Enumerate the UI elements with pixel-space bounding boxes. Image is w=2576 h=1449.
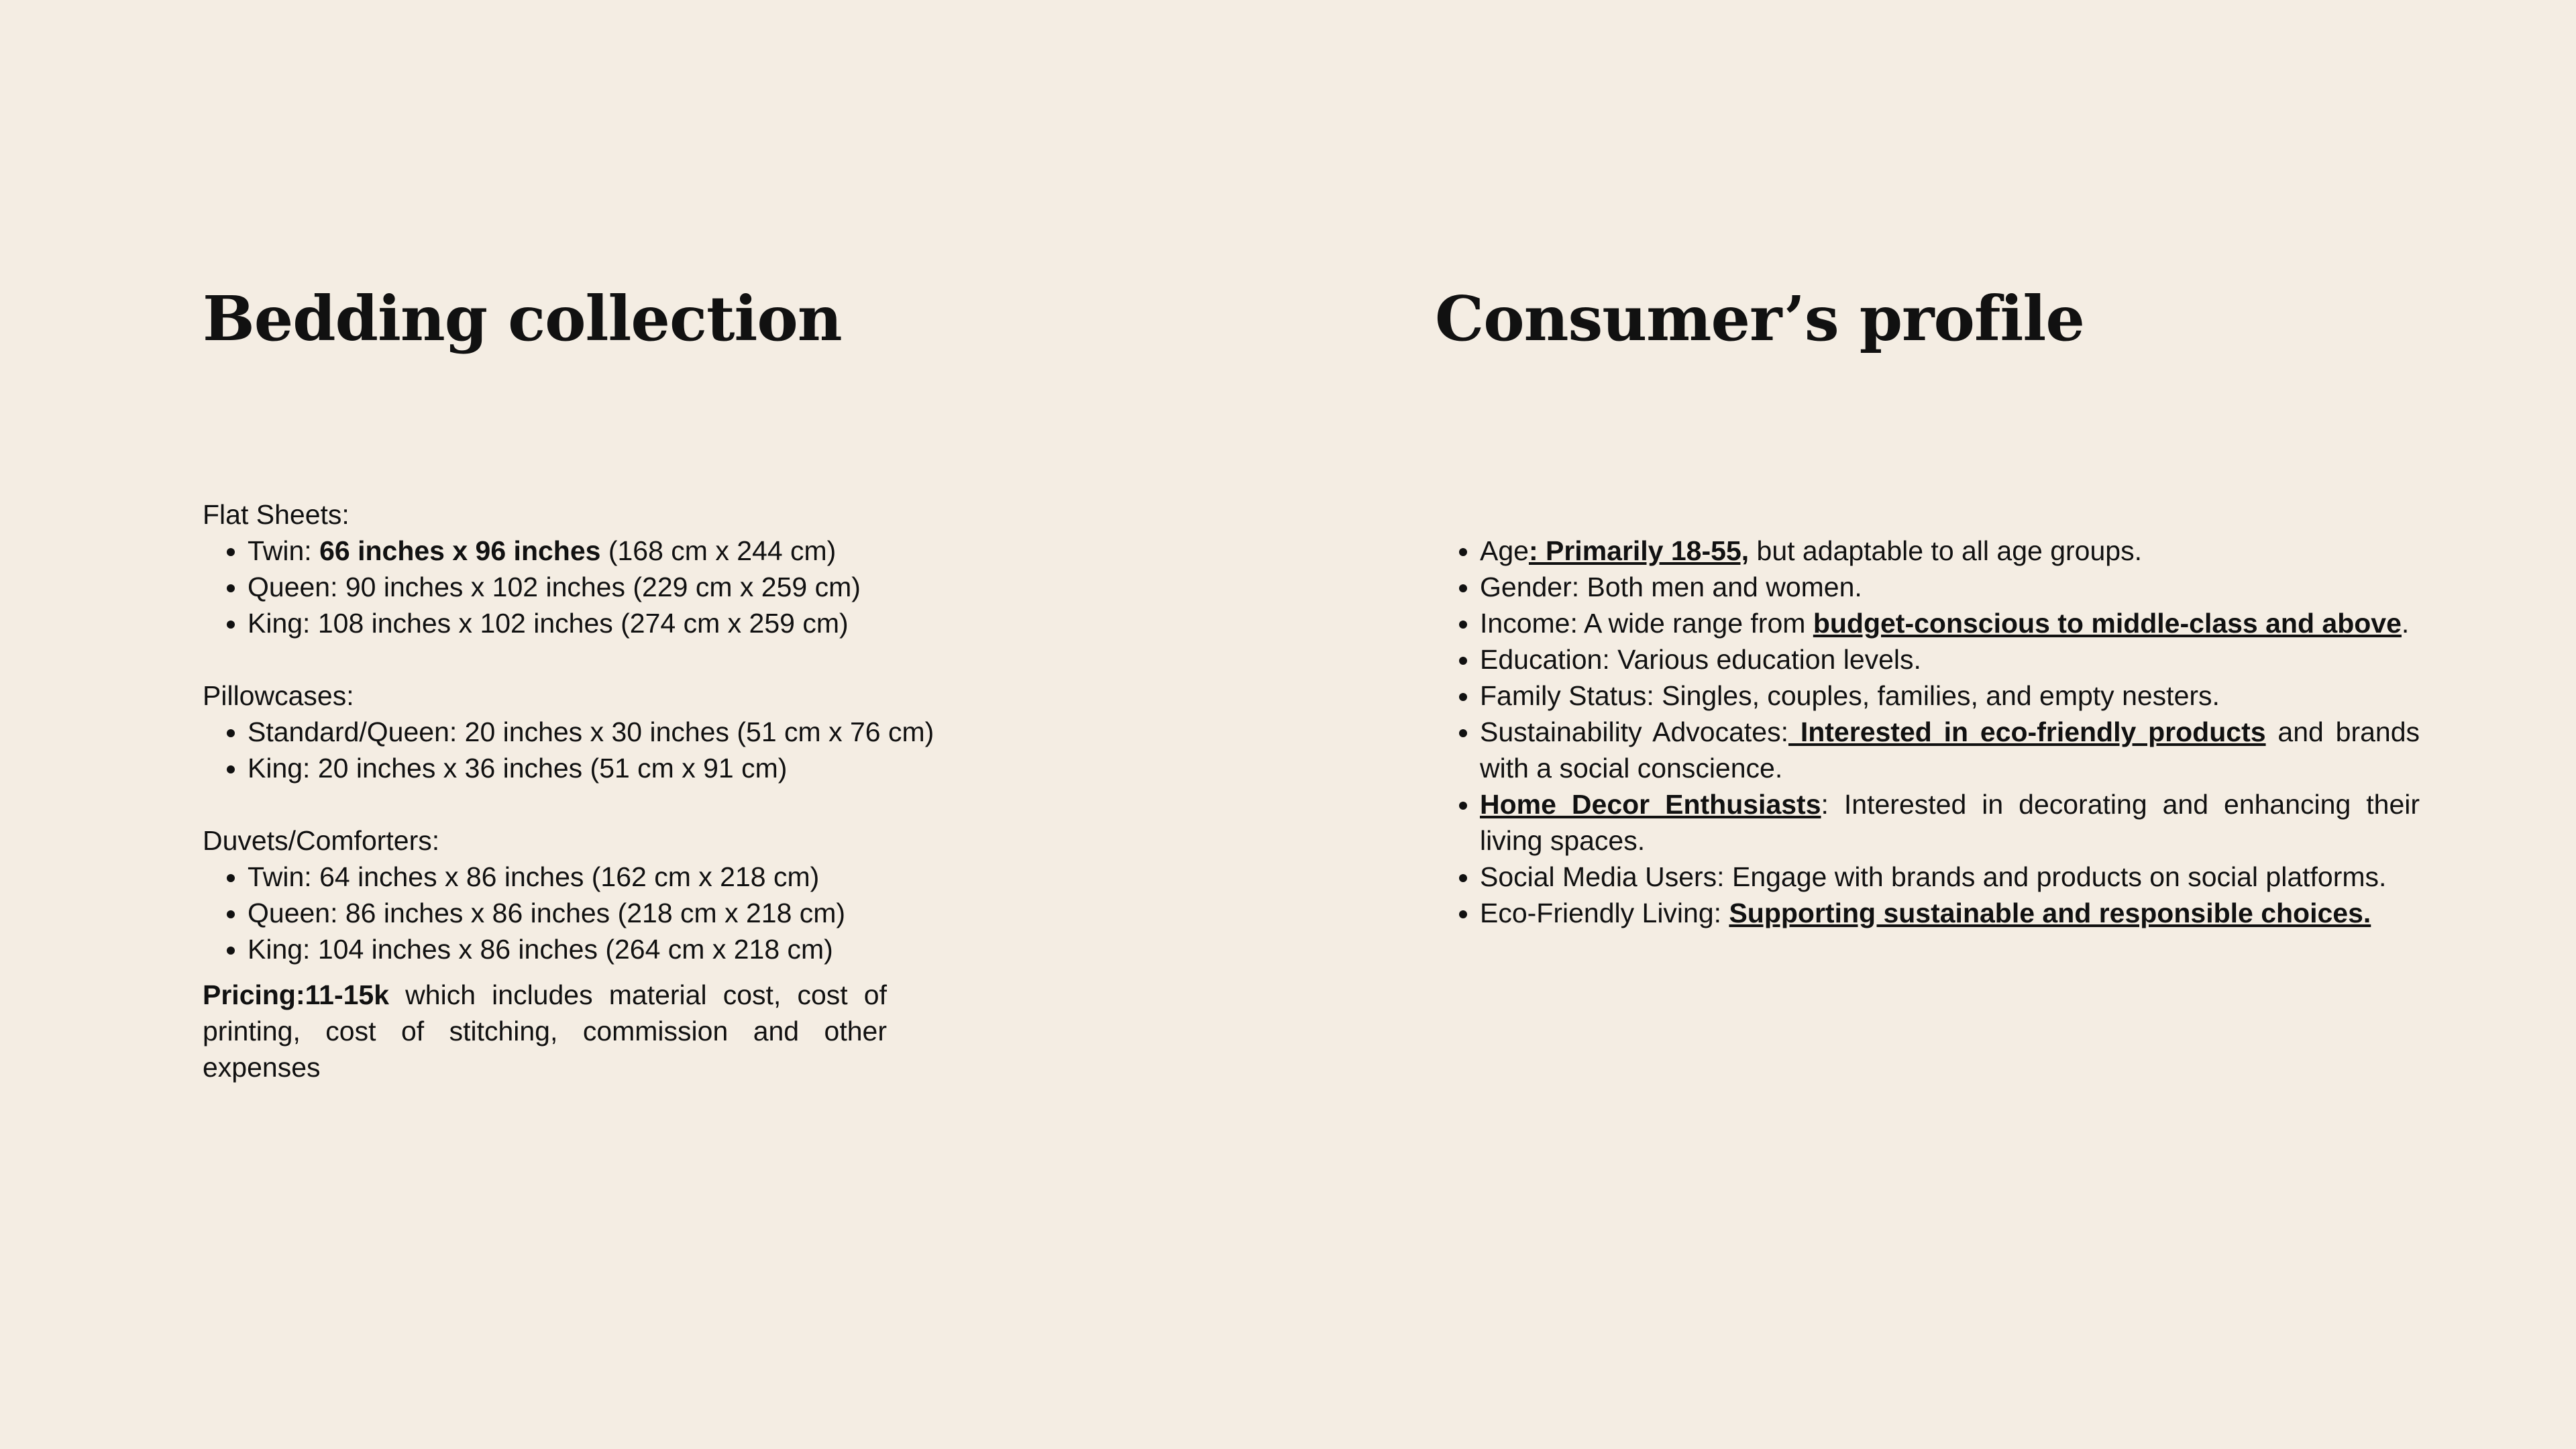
list-item xyxy=(1480,569,2420,605)
list-item xyxy=(1480,641,2420,678)
list-item: • King: 104 inches x 86 inches (264 cm x 218 cm) xyxy=(248,931,1075,967)
pricing-text: which includes material cost, cost of printing, cost of stitching, commission and other expenses xyxy=(203,979,887,1083)
pricing-paragraph xyxy=(203,977,887,1085)
list-item xyxy=(1480,859,2420,895)
item-text: Gender: Both men and women. xyxy=(1480,572,1862,602)
list-item xyxy=(1480,533,2420,569)
spacer xyxy=(203,786,1075,822)
item-text: Sustainability Advocates: xyxy=(1480,716,1788,747)
list-item xyxy=(1480,678,2420,714)
item-text: Family Status: Singles, couples, families, and empty nesters. xyxy=(1480,680,2220,711)
item-text: . xyxy=(2401,608,2410,639)
flat-sheets-heading: Flat Sheets: xyxy=(203,499,350,530)
bedding-collection-content xyxy=(203,496,1075,1113)
item-text: : Interested in decorating and enhancing their living spaces. xyxy=(1480,789,2420,856)
pillowcases-heading: Pillowcases: xyxy=(203,680,354,711)
item-text: (168 cm x 244 cm) xyxy=(600,535,837,566)
item-text: Social Media Users: Engage with brands and products on social platforms. xyxy=(1480,861,2387,892)
bedding-collection-title: Bedding collection xyxy=(203,282,842,355)
list-item: • Twin: 64 inches x 86 inches (162 cm x 218 cm) xyxy=(248,859,1075,895)
consumer-profile-content xyxy=(1435,533,2420,931)
list-item: • King: 108 inches x 102 inches (274 cm x 259 cm) xyxy=(248,605,1075,641)
item-text: but adaptable to all age groups. xyxy=(1749,535,2142,566)
bedding-collection-section xyxy=(203,268,1075,1083)
list-item: • Queen: 90 inches x 102 inches (229 cm x 259 cm) xyxy=(248,569,1075,605)
item-text: and brands with a social conscience. xyxy=(1480,716,2420,784)
list-item: • Queen: 86 inches x 86 inches (218 cm x 218 cm) xyxy=(248,895,1075,931)
item-text: Income: A wide range from xyxy=(1480,608,1813,639)
item-text: Education: Various education levels. xyxy=(1480,644,1921,675)
list-item xyxy=(248,533,1075,569)
consumer-profile-list xyxy=(1435,533,2420,931)
item-prefix: Twin: xyxy=(248,535,320,566)
flat-sheets-list xyxy=(203,533,1075,641)
item-emphasis: Interested in eco-friendly products xyxy=(1788,716,2266,747)
item-emphasis: : Primarily 18-55, xyxy=(1528,535,1750,566)
list-item: • Standard/Queen: 20 inches x 30 inches (51 cm x 76 cm) xyxy=(248,714,1075,750)
list-item xyxy=(1480,605,2420,641)
list-item xyxy=(1480,895,2420,931)
item-text: Eco-Friendly Living: xyxy=(1480,898,1729,928)
duvets-list xyxy=(203,859,1075,967)
pricing-label: Pricing:11-15k xyxy=(203,979,390,1010)
item-emphasis: budget-conscious to middle-class and above xyxy=(1813,608,2402,639)
spacer xyxy=(203,641,1075,678)
list-item xyxy=(1480,714,2420,786)
pillowcases-list xyxy=(203,714,1075,786)
consumer-profile-section xyxy=(1435,268,2420,928)
item-text: Age xyxy=(1480,535,1529,566)
item-emphasis: Home Decor Enthusiasts xyxy=(1480,789,1821,820)
item-bold-text: 66 inches x 96 inches xyxy=(319,535,601,566)
duvets-heading: Duvets/Comforters: xyxy=(203,825,440,856)
list-item: • King: 20 inches x 36 inches (51 cm x 91 cm) xyxy=(248,750,1075,786)
consumer-profile-title: Consumer’s profile xyxy=(1435,282,2084,355)
list-item xyxy=(1480,786,2420,859)
item-emphasis: Supporting sustainable and responsible choices. xyxy=(1729,898,2371,928)
